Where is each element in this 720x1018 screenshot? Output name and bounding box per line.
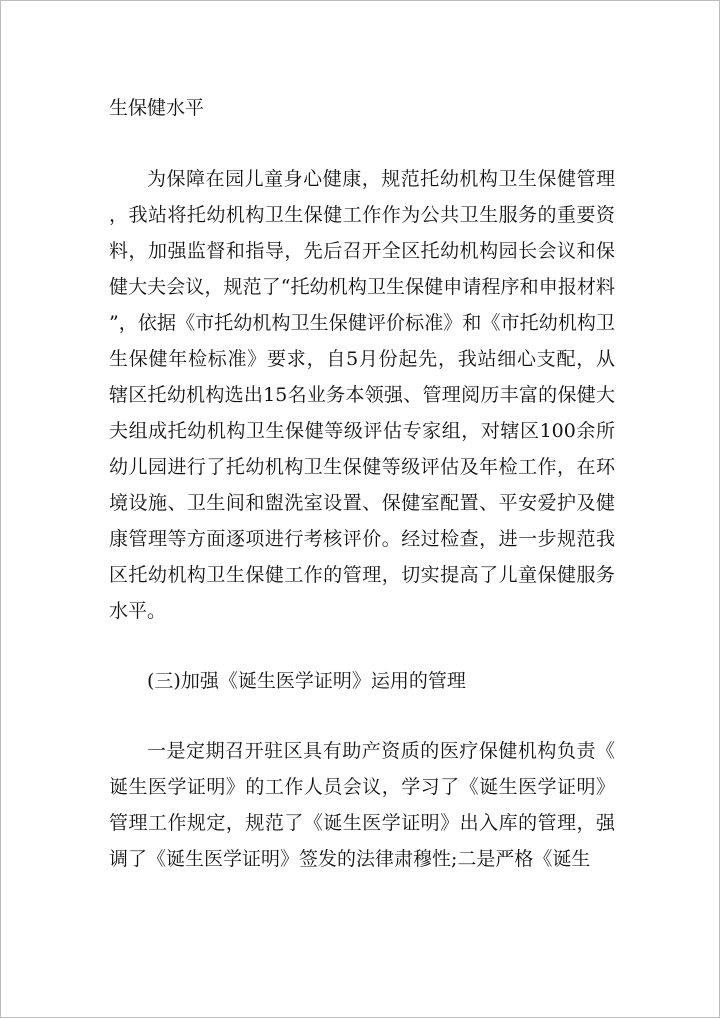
paragraph-birth-certificate: 一是定期召开驻区具有助产资质的医疗保健机构负责《诞生医学证明》的工作人员会议，学习了《诞生医学证明》管理工作规定，规范了《诞生医学证明》出入库的管理，强调了《诞生医学证明》签发的法律肃穆性;二是严格《诞生 [109, 740, 615, 870]
section-heading-birth-certificate: (三)加强《诞生医学证明》运用的管理 [147, 670, 466, 692]
paragraph-childcare-health: 为保障在园儿童身心健康，规范托幼机构卫生保健管理，我站将托幼机构卫生保健工作作为公共卫生服务的重要资料，加强监督和指导，先后召开全区托幼机构园长会议和保健大夫会议，规范了“托幼机构卫生保健申请程序和申报材料”，依据《市托幼机构卫生保健评价标准》和《市托幼机构卫生保健年检标准》要求，自5月份起先，我站细心支配，从辖区托幼机构选出15名业务本领强、管理阅历丰富的保健大夫组成托幼机构卫生保健等级评估专家组，对辖区100余所幼儿园进行了托幼机构卫生保健等级评估及年检工作，在环境设施、卫生间和盥洗室设置、保健室配置、平安爱护及健康管理等方面逐项进行考核评价。经过检查，进一步规范我区托幼机构卫生保健工作的管理，切实提高了儿童保健服务水平。 [109, 168, 615, 622]
document-body [109, 90, 615, 877]
paragraph-fragment: 生保健水平 [109, 97, 205, 119]
